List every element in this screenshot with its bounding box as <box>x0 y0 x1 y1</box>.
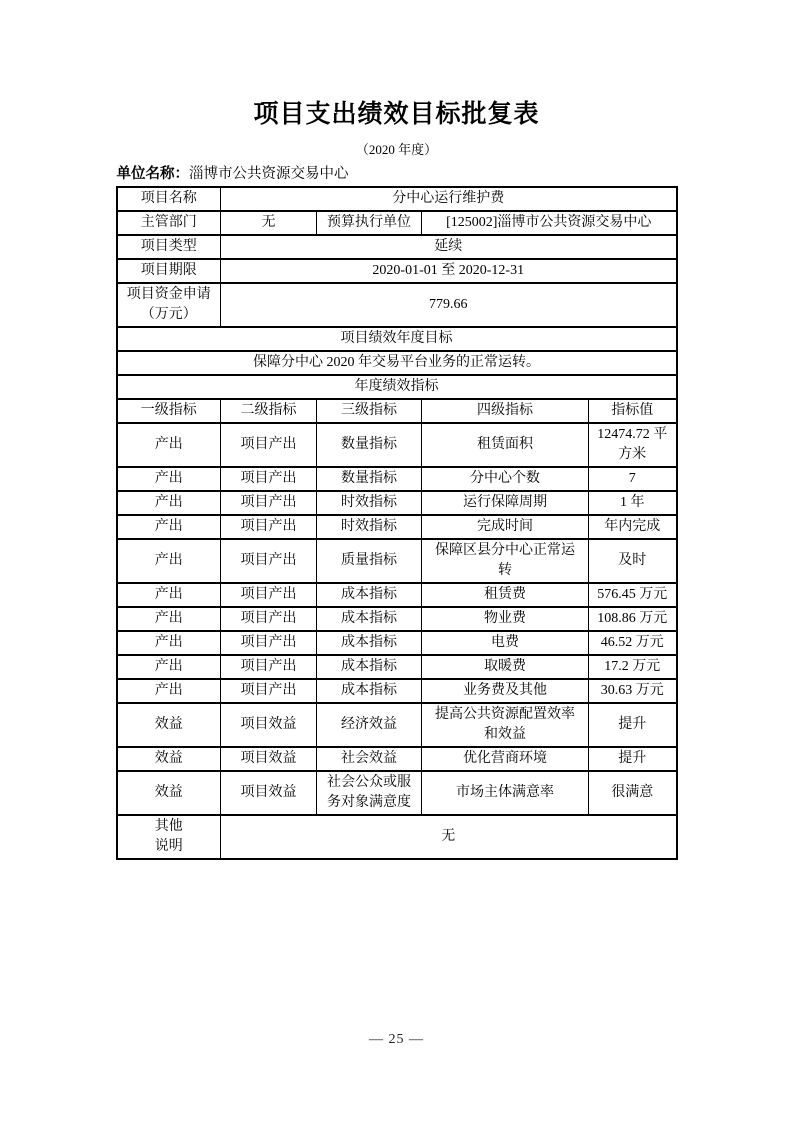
annual-goal-header-row <box>117 327 677 351</box>
indicator-row <box>117 467 677 491</box>
indicator-level1: 产出 <box>117 631 221 655</box>
indicator-level2: 项目效益 <box>221 747 317 771</box>
indicator-level3: 成本指标 <box>317 679 422 703</box>
other-notes-label-line2: 说明 <box>154 839 183 855</box>
indicator-level4: 运行保障周期 <box>422 491 589 515</box>
indicator-level4: 业务费及其他 <box>422 679 589 703</box>
project-fund-label-line2: （万元） <box>140 307 197 323</box>
other-notes-row <box>117 815 677 859</box>
column-header-level1: 一级指标 <box>117 399 221 423</box>
indicator-level4: 电费 <box>422 631 589 655</box>
other-notes-value: 无 <box>221 815 677 859</box>
indicator-level4: 物业费 <box>422 607 589 631</box>
indicator-level4: 取暖费 <box>422 655 589 679</box>
annual-goal-header: 项目绩效年度目标 <box>117 327 677 351</box>
indicator-value: 12474.72 平方米 <box>589 423 677 467</box>
indicators-header: 年度绩效指标 <box>117 375 677 399</box>
project-period-row <box>117 259 677 283</box>
project-type-row <box>117 235 677 259</box>
indicator-level3: 时效指标 <box>317 515 422 539</box>
indicators-header-row <box>117 375 677 399</box>
indicator-level3: 数量指标 <box>317 467 422 491</box>
indicator-level1: 产出 <box>117 679 221 703</box>
project-period-value: 2020-01-01 至 2020-12-31 <box>221 259 677 283</box>
indicator-level2: 项目产出 <box>221 515 317 539</box>
page-title: 项目支出绩效目标批复表 <box>253 101 540 128</box>
department-value: 无 <box>221 211 317 235</box>
indicator-value: 提升 <box>589 747 677 771</box>
indicator-level2: 项目产出 <box>221 539 317 583</box>
indicator-level3: 质量指标 <box>317 539 422 583</box>
indicator-level2: 项目产出 <box>221 655 317 679</box>
indicator-level2: 项目产出 <box>221 607 317 631</box>
indicator-level2: 项目产出 <box>221 423 317 467</box>
indicator-level4: 优化营商环境 <box>422 747 589 771</box>
page-subtitle: （2020 年度） <box>355 141 438 157</box>
project-type-label: 项目类型 <box>117 235 221 259</box>
indicator-value: 108.86 万元 <box>589 607 677 631</box>
budget-unit-label: 预算执行单位 <box>317 211 422 235</box>
indicator-value: 576.45 万元 <box>589 583 677 607</box>
indicator-level1: 产出 <box>117 423 221 467</box>
indicator-level4: 分中心个数 <box>422 467 589 491</box>
project-type-value: 延续 <box>221 235 677 259</box>
indicator-level1: 产出 <box>117 539 221 583</box>
indicator-row <box>117 515 677 539</box>
unit-name-label: 单位名称： <box>116 165 189 182</box>
indicator-level3: 社会效益 <box>317 747 422 771</box>
indicator-level2: 项目产出 <box>221 583 317 607</box>
indicator-level3: 社会公众或服务对象满意度 <box>317 771 422 815</box>
indicator-value: 1 年 <box>589 491 677 515</box>
indicator-level1: 产出 <box>117 655 221 679</box>
indicator-value: 提升 <box>589 703 677 747</box>
department-row <box>117 211 677 235</box>
indicator-level2: 项目产出 <box>221 491 317 515</box>
indicator-level3: 成本指标 <box>317 583 422 607</box>
indicator-value: 及时 <box>589 539 677 583</box>
indicator-level4: 租赁费 <box>422 583 589 607</box>
department-label: 主管部门 <box>117 211 221 235</box>
unit-name-value: 淄博市公共资源交易中心 <box>189 165 349 182</box>
indicator-row <box>117 583 677 607</box>
indicator-level3: 成本指标 <box>317 631 422 655</box>
indicator-value: 30.63 万元 <box>589 679 677 703</box>
unit-name-line <box>117 166 677 183</box>
indicator-level2: 项目效益 <box>221 771 317 815</box>
indicator-row <box>117 539 677 583</box>
column-header-level2: 二级指标 <box>221 399 317 423</box>
indicator-level3: 时效指标 <box>317 491 422 515</box>
indicator-row <box>117 679 677 703</box>
project-name-label: 项目名称 <box>117 187 221 211</box>
indicator-level3: 数量指标 <box>317 423 422 467</box>
indicator-level1: 产出 <box>117 515 221 539</box>
indicator-row <box>117 607 677 631</box>
indicator-level2: 项目效益 <box>221 703 317 747</box>
indicator-level4: 提高公共资源配置效率和效益 <box>422 703 589 747</box>
indicator-value: 很满意 <box>589 771 677 815</box>
indicator-level1: 产出 <box>117 467 221 491</box>
page-number: — 25 — <box>369 1032 424 1047</box>
indicator-level4: 完成时间 <box>422 515 589 539</box>
indicator-level2: 项目产出 <box>221 467 317 491</box>
indicator-row <box>117 655 677 679</box>
indicator-level4: 租赁面积 <box>422 423 589 467</box>
indicator-level4: 市场主体满意率 <box>422 771 589 815</box>
indicator-row <box>117 771 677 815</box>
indicator-value: 年内完成 <box>589 515 677 539</box>
indicator-row <box>117 747 677 771</box>
indicator-level2: 项目产出 <box>221 679 317 703</box>
project-name-row <box>117 187 677 211</box>
project-fund-label <box>117 283 221 327</box>
annual-goal-text: 保障分中心 2020 年交易平台业务的正常运转。 <box>117 351 677 375</box>
project-name-value: 分中心运行维护费 <box>221 187 677 211</box>
indicator-level1: 效益 <box>117 771 221 815</box>
indicator-level1: 效益 <box>117 703 221 747</box>
annual-goal-text-row <box>117 351 677 375</box>
indicator-level1: 产出 <box>117 491 221 515</box>
performance-target-table <box>116 186 678 860</box>
indicator-row <box>117 423 677 467</box>
indicator-level3: 成本指标 <box>317 655 422 679</box>
other-notes-label <box>117 815 221 859</box>
indicator-row <box>117 491 677 515</box>
indicator-level2: 项目产出 <box>221 631 317 655</box>
project-fund-label-line1: 项目资金申请 <box>126 287 211 303</box>
project-fund-value: 779.66 <box>221 283 677 327</box>
column-header-value: 指标值 <box>589 399 677 423</box>
indicator-value: 17.2 万元 <box>589 655 677 679</box>
indicator-row <box>117 631 677 655</box>
indicator-level1: 产出 <box>117 583 221 607</box>
indicator-row <box>117 703 677 747</box>
column-header-level4: 四级指标 <box>422 399 589 423</box>
budget-unit-value: [125002]淄博市公共资源交易中心 <box>422 211 677 235</box>
column-header-level3: 三级指标 <box>317 399 422 423</box>
project-fund-row <box>117 283 677 327</box>
indicator-level3: 经济效益 <box>317 703 422 747</box>
indicator-level3: 成本指标 <box>317 607 422 631</box>
indicator-level1: 产出 <box>117 607 221 631</box>
indicator-columns-row <box>117 399 677 423</box>
indicator-level4: 保障区县分中心正常运转 <box>422 539 589 583</box>
other-notes-label-line1: 其他 <box>154 819 183 835</box>
indicator-level1: 效益 <box>117 747 221 771</box>
indicator-value: 7 <box>589 467 677 491</box>
indicator-value: 46.52 万元 <box>589 631 677 655</box>
project-period-label: 项目期限 <box>117 259 221 283</box>
